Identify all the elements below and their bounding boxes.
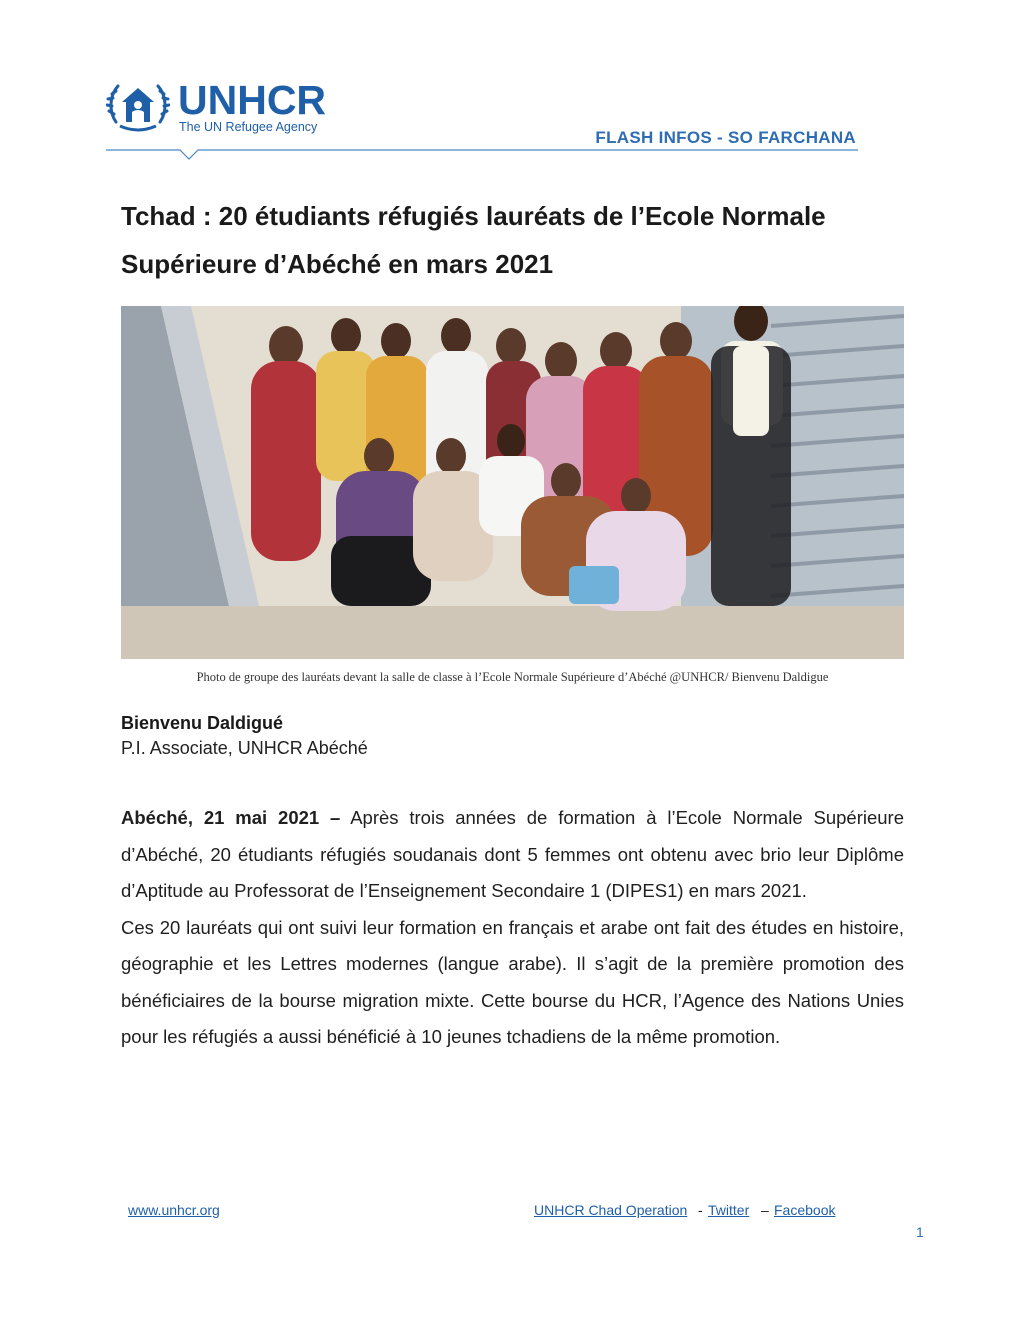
unhcr-emblem-icon: [106, 78, 170, 134]
website-link[interactable]: www.unhcr.org: [128, 1202, 220, 1218]
twitter-link[interactable]: Twitter: [708, 1202, 750, 1218]
article-body: [121, 800, 904, 1056]
photo-caption: Photo de groupe des lauréats devant la salle de classe à l’Ecole Normale Supérieure d’Abéché @UNHCR/ Bienvenu Daldigue: [196, 670, 829, 684]
group-photo: [121, 306, 904, 659]
author-name: Bienvenu Daldigué: [121, 713, 284, 733]
author-role: P.I. Associate, UNHCR Abéché: [121, 738, 368, 758]
footer-separator-2: –: [761, 1202, 769, 1218]
chad-operation-link[interactable]: UNHCR Chad Operation: [534, 1202, 688, 1218]
logo-name: UNHCR: [178, 77, 327, 123]
dateline: Abéché, 21 mai 2021 –: [121, 807, 341, 828]
article-title-line-2: Supérieure d’Abéché en mars 2021: [121, 249, 554, 279]
article-title-line-1: Tchad : 20 étudiants réfugiés lauréats de l’Ecole Normale: [121, 201, 826, 231]
paragraph-1: [121, 800, 904, 910]
unhcr-logo: [106, 78, 346, 138]
paragraph-1-text: Après trois années de formation à l’Ecole Normale Supérieure d’Abéché, 20 étudiants réfugiés soudanais dont 5 femmes ont obtenu avec brio leur Diplôme d’Aptitude au Professorat de l’Enseignement Secondaire 1 (DIPES1) en mars 2021.: [121, 807, 904, 901]
header-divider: [106, 148, 858, 164]
facebook-link[interactable]: Facebook: [774, 1202, 836, 1218]
page-number: 1: [916, 1224, 924, 1240]
footer-separator-1: -: [698, 1202, 703, 1218]
logo-tagline: The UN Refugee Agency: [179, 120, 318, 134]
paragraph-2: Ces 20 lauréats qui ont suivi leur formation en français et arabe ont fait des études en histoire, géographie et les Lettres modernes (langue arabe). Il s’agit de la première promotion des bénéficiaires de la bourse migration mixte. Cette bourse du HCR, l’Agence des Nations Unies pour les réfugiés a aussi bénéficié à 10 jeunes tchadiens de la même promotion.: [121, 916, 904, 1047]
group-photo-illustration: [121, 306, 904, 659]
flash-infos-title: FLASH INFOS - SO FARCHANA: [595, 128, 856, 147]
article-title: [121, 192, 921, 288]
